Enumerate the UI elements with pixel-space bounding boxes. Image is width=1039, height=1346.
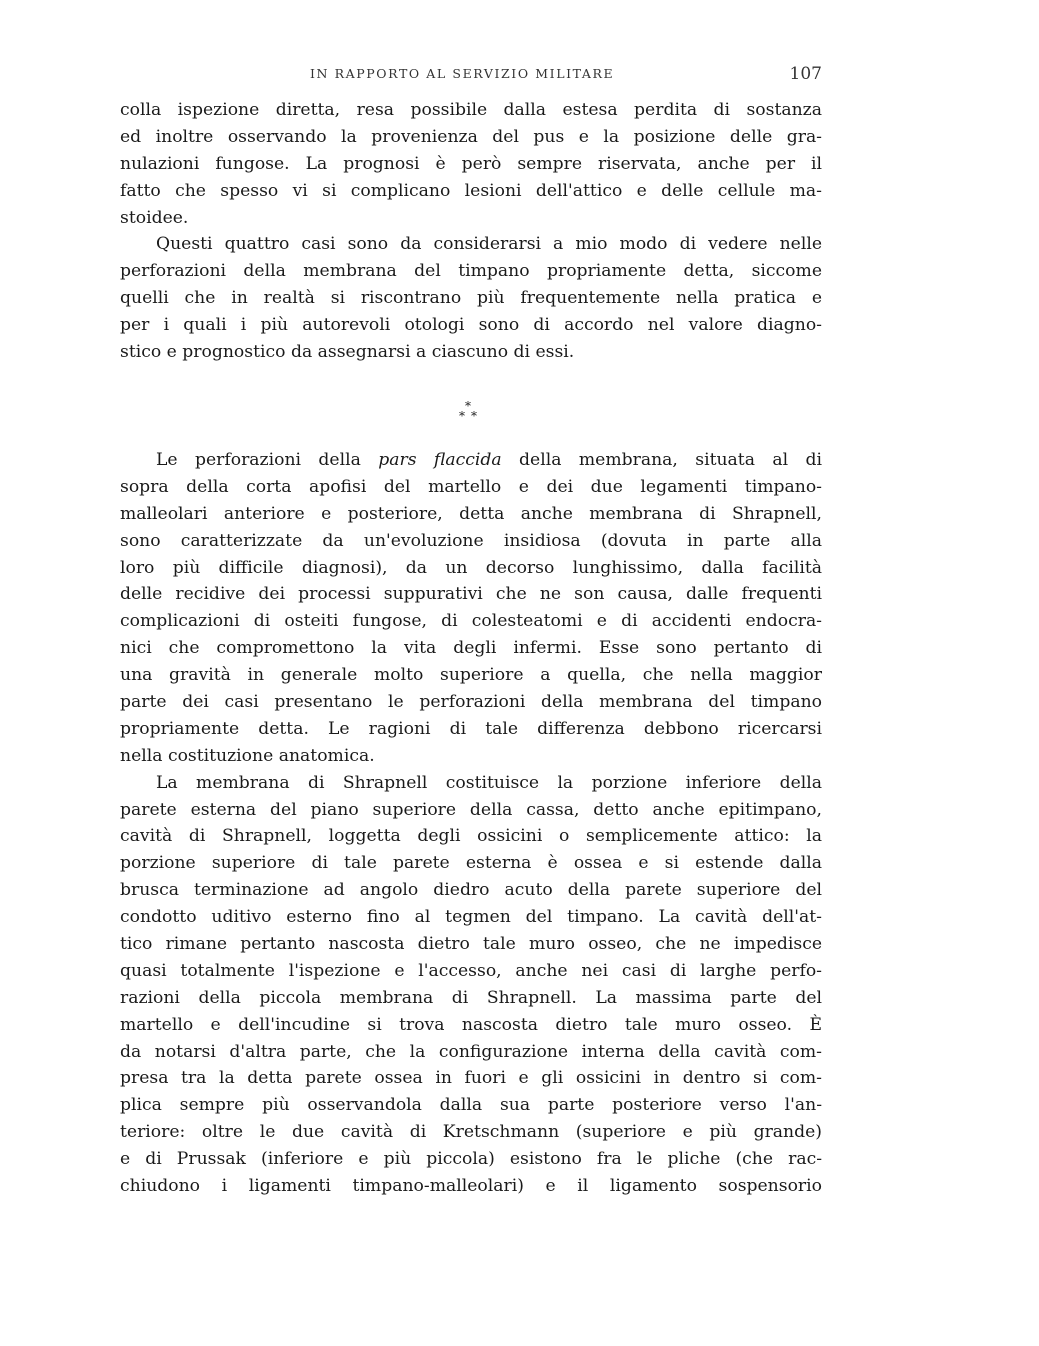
text-line: razioni della piccola membrana di Shrapnell. La massima parte del	[120, 987, 822, 1008]
text-line: nella costituzione anatomica.	[120, 745, 375, 766]
text-line: chiudono i ligamenti timpano-malleolari) e il ligamento sospensorio	[120, 1176, 822, 1197]
text-line: da notarsi d'altra parte, che la configurazione interna della cavità com-	[120, 1041, 822, 1062]
text-line: stico e prognostico da assegnarsi a ciascuno di essi.	[120, 342, 575, 363]
asterism-star: *	[459, 409, 465, 423]
text-line: e di Prussak (inferiore e più piccola) esistono fra le pliche (che rac-	[120, 1149, 822, 1170]
text-line: colla ispezione diretta, resa possibile dalla estesa perdita di sostanza	[120, 100, 822, 120]
text-line: nici che compromettono la vita degli infermi. Esse sono pertanto di	[120, 638, 822, 659]
text-line: nulazioni fungose. La prognosi è però sempre riservata, anche per il	[120, 153, 822, 174]
text-line: quasi totalmente l'ispezione e l'accesso, anche nei casi di larghe perfo-	[120, 960, 822, 981]
text-line: cavità di Shrapnell, loggetta degli ossicini o semplicemente attico: la	[120, 826, 822, 847]
asterism-star: *	[471, 409, 477, 423]
text-line: per i quali i più autorevoli otologi sono di accordo nel valore diagno-	[120, 315, 822, 336]
text-line: sopra della corta apofisi del martello e dei due legamenti timpano-	[120, 476, 822, 497]
text-line: parte dei casi presentano le perforazioni della membrana del timpano	[120, 692, 822, 713]
text-line: ed inoltre osservando la provenienza del pus e la posizione delle gra-	[120, 126, 822, 147]
text-line: malleolari anteriore e posteriore, detta anche membrana di Shrapnell,	[120, 503, 822, 524]
text-line: porzione superiore di tale parete esterna è ossea e si estende dalla	[120, 853, 822, 874]
text-line: tico rimane pertanto nascosta dietro tale muro osseo, che ne impedisce	[120, 934, 822, 955]
running-head: IN RAPPORTO AL SERVIZIO MILITARE	[310, 66, 615, 81]
text-line: delle recidive dei processi suppurativi che ne son causa, dalle frequenti	[120, 584, 822, 605]
text-line: La membrana di Shrapnell costituisce la porzione inferiore della	[156, 772, 822, 793]
text-line: perforazioni della membrana del timpano propriamente detta, siccome	[120, 261, 822, 282]
text-section-2	[120, 447, 822, 1200]
text-line: loro più difficile diagnosi), da un decorso lunghissimo, dalla facilità	[120, 557, 822, 578]
text-span: della membrana, situata al di	[501, 450, 822, 470]
section-separator-asterism	[448, 396, 488, 426]
text-line: presa tra la detta parete ossea in fuori e gli ossicini in dentro si com-	[120, 1068, 822, 1089]
text-line: condotto uditivo esterno fino al tegmen del timpano. La cavità dell'at-	[120, 907, 822, 928]
italic-term: pars flaccida	[378, 450, 502, 470]
text-section-1	[120, 97, 822, 366]
text-line: fatto che spesso vi si complicano lesioni dell'attico e delle cellule ma-	[120, 180, 822, 201]
asterism-star: *	[465, 399, 471, 413]
text-line: brusca terminazione ad angolo diedro acuto della parete superiore del	[120, 880, 822, 901]
page-header	[120, 64, 822, 88]
text-span: Le perforazioni della	[156, 450, 379, 470]
text-line: martello e dell'incudine si trova nascosta dietro tale muro osseo. È	[120, 1014, 822, 1035]
text-line: stoidee.	[120, 207, 189, 228]
text-line: quelli che in realtà si riscontrano più frequentemente nella pratica e	[120, 288, 822, 309]
text-line: complicazioni di osteiti fungose, di colesteatomi e di accidenti endocra-	[120, 611, 822, 632]
text-line: plica sempre più osservandola dalla sua parte posteriore verso l'an-	[120, 1095, 822, 1116]
text-line: parete esterna del piano superiore della cassa, detto anche epitimpano,	[120, 799, 822, 820]
page-number: 107	[789, 64, 822, 84]
text-line	[120, 447, 822, 474]
text-line: propriamente detta. Le ragioni di tale differenza debbono ricercarsi	[120, 718, 822, 739]
text-line: sono caratterizzate da un'evoluzione insidiosa (dovuta in parte alla	[120, 530, 822, 551]
text-line: una gravità in generale molto superiore a quella, che nella maggior	[120, 665, 822, 686]
text-line: Questi quattro casi sono da considerarsi a mio modo di vedere nelle	[156, 234, 822, 255]
text-line: teriore: oltre le due cavità di Kretschmann (superiore e più grande)	[120, 1122, 822, 1143]
